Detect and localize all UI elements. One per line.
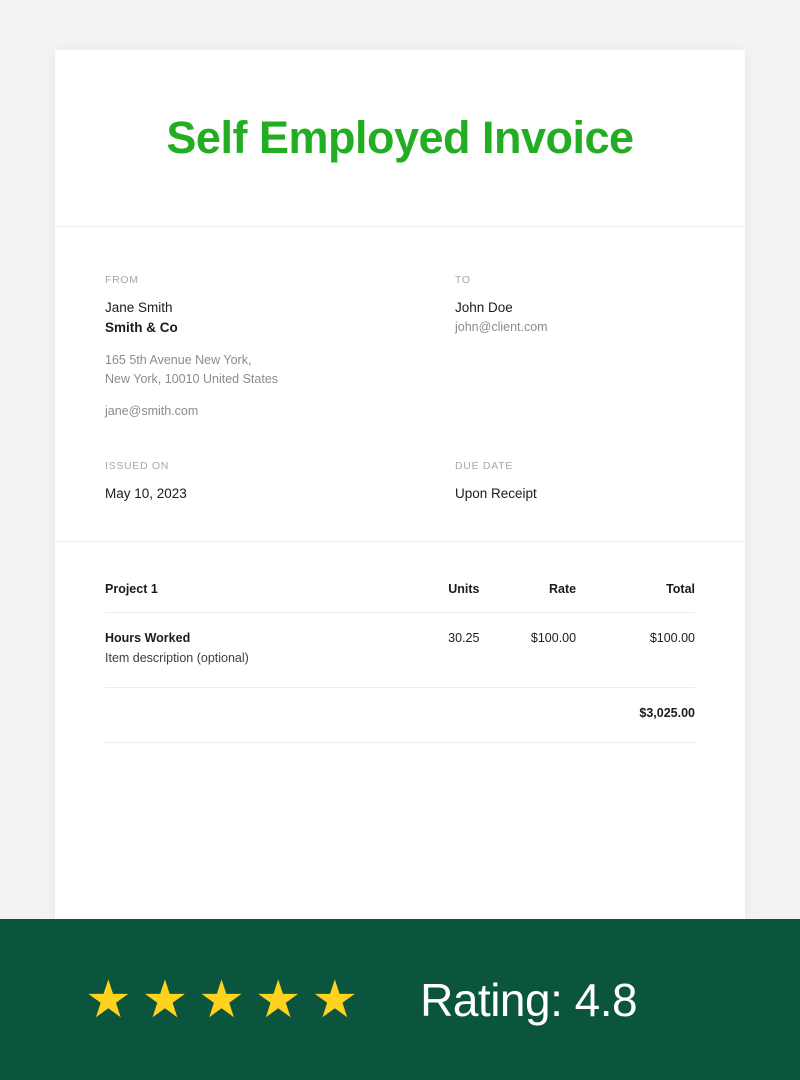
from-block: [105, 274, 400, 418]
from-company: Smith & Co: [105, 320, 178, 335]
from-name: Jane Smith: [105, 300, 173, 315]
items-table: [105, 582, 695, 743]
page-title: Self Employed Invoice: [166, 112, 634, 164]
rating-stars: [85, 970, 359, 1029]
to-name: John Doe: [455, 300, 513, 315]
item-description: Item description (optional): [105, 650, 249, 665]
from-address-line1: 165 5th Avenue New York,: [105, 353, 252, 367]
item-name: Hours Worked: [105, 630, 191, 645]
parties-section: [55, 227, 745, 542]
column-header-total: Total: [576, 582, 695, 613]
column-header-units: Units: [413, 582, 480, 613]
from-label: FROM: [105, 274, 139, 286]
due-block: [400, 460, 695, 501]
title-block: [55, 50, 745, 227]
grand-total-value: $3,025.00: [576, 687, 695, 742]
grand-total-row: [105, 687, 695, 742]
parties-columns: [105, 274, 695, 418]
invoice-page: [55, 50, 745, 923]
rating-bar: [0, 919, 800, 1080]
star-icon: ★: [85, 970, 132, 1029]
item-rate: $100.00: [479, 612, 576, 687]
to-label: TO: [455, 274, 471, 286]
to-email: john@client.com: [455, 320, 548, 334]
item-units: 30.25: [413, 612, 480, 687]
grand-total-spacer-3: [479, 687, 576, 742]
from-email: jane@smith.com: [105, 403, 199, 418]
to-block: [400, 274, 695, 418]
star-icon: ★: [198, 970, 245, 1029]
from-address: [105, 351, 400, 390]
page-filler: [55, 743, 745, 923]
star-icon: ★: [311, 970, 359, 1029]
column-header-rate: Rate: [479, 582, 576, 613]
grand-total-spacer-2: [413, 687, 480, 742]
item-cell: [105, 612, 413, 687]
items-header-row: [105, 582, 695, 613]
due-label: DUE DATE: [455, 459, 513, 472]
star-icon: ★: [254, 970, 302, 1029]
dates-row: [105, 460, 695, 501]
table-row: [105, 612, 695, 687]
item-total: $100.00: [576, 612, 695, 687]
items-section: [55, 542, 745, 743]
column-header-project: Project 1: [105, 582, 413, 613]
issued-block: [105, 460, 400, 501]
grand-total-spacer: [105, 687, 413, 742]
rating-text: Rating: 4.8: [420, 973, 638, 1026]
from-address-line2: New York, 10010 United States: [105, 372, 279, 387]
star-icon: ★: [141, 970, 189, 1029]
due-value: Upon Receipt: [455, 485, 537, 501]
issued-label: ISSUED ON: [105, 459, 170, 472]
issued-value: May 10, 2023: [105, 485, 187, 501]
